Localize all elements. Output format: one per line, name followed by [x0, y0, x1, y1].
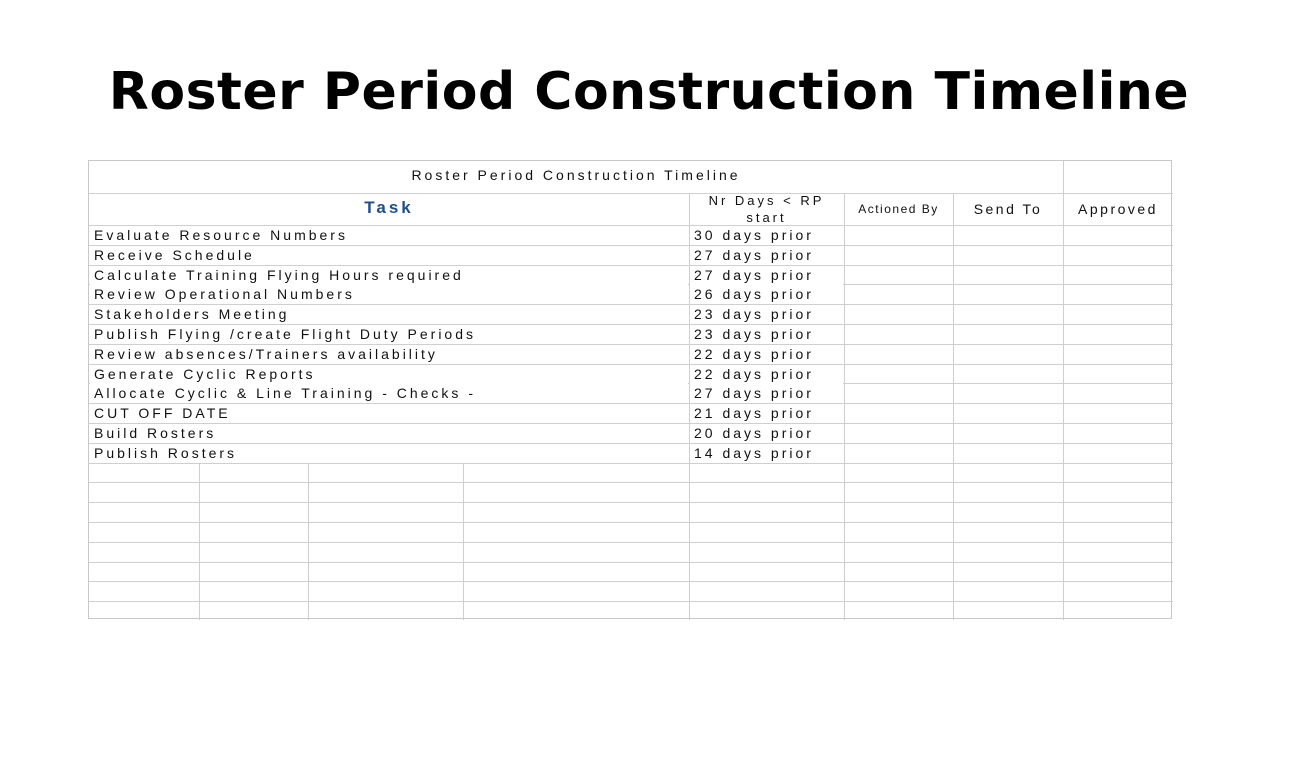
grid-hline — [89, 542, 1173, 543]
grid-hline — [89, 463, 1173, 464]
grid-hline — [89, 482, 1173, 483]
task-cell: Publish Rosters — [94, 445, 238, 461]
page-title: Roster Period Construction Timeline — [108, 62, 1190, 122]
task-cell: Review Operational Numbers — [94, 286, 355, 302]
column-header-days — [689, 192, 844, 226]
task-cell: Receive Schedule — [94, 247, 255, 263]
table-caption: Roster Period Construction Timeline — [411, 167, 741, 183]
days-prior-cell: 22 days prior — [690, 365, 843, 384]
grid-hline — [89, 601, 1173, 602]
days-prior-cell: 27 days prior — [690, 246, 843, 265]
column-header-days-line1: Nr Days < RP — [708, 193, 825, 208]
grid-vline — [844, 193, 845, 620]
days-prior-cell: 30 days prior — [690, 226, 843, 245]
days-prior-cell: 22 days prior — [690, 345, 843, 364]
grid-hline — [89, 502, 1173, 503]
days-prior-cell: 23 days prior — [690, 305, 843, 324]
task-cell: Publish Flying /create Flight Duty Periods — [94, 326, 476, 342]
grid-hline — [89, 581, 1173, 582]
grid-vline — [1063, 161, 1064, 620]
days-prior-cell: 26 days prior — [690, 285, 843, 304]
column-header-actioned-by: Actioned By — [858, 202, 939, 216]
column-header-approved: Approved — [1078, 201, 1158, 217]
grid-hline — [89, 522, 1173, 523]
task-cell: Calculate Training Flying Hours required — [94, 267, 464, 283]
days-prior-cell: 14 days prior — [690, 444, 843, 463]
days-prior-cell: 21 days prior — [690, 404, 843, 423]
task-cell: Evaluate Resource Numbers — [94, 227, 348, 243]
days-prior-cell: 27 days prior — [690, 266, 843, 285]
task-cell: Review absences/Trainers availability — [94, 346, 438, 362]
grid-hline — [89, 562, 1173, 563]
column-header-task: Task — [364, 198, 414, 217]
task-cell: Build Rosters — [94, 425, 217, 441]
grid-hline — [89, 193, 1173, 194]
column-header-days-line2: start — [746, 210, 787, 225]
task-cell: Stakeholders Meeting — [94, 306, 290, 322]
grid-vline — [953, 193, 954, 620]
days-prior-cell: 23 days prior — [690, 325, 843, 344]
task-cell: Generate Cyclic Reports — [94, 366, 316, 382]
task-cell: Allocate Cyclic & Line Training - Checks - — [94, 385, 476, 401]
roster-timeline-table — [88, 160, 1172, 619]
task-cell: CUT OFF DATE — [94, 405, 231, 421]
days-prior-cell: 27 days prior — [690, 384, 843, 403]
column-header-send-to: Send To — [973, 201, 1043, 217]
days-prior-cell: 20 days prior — [690, 424, 843, 443]
